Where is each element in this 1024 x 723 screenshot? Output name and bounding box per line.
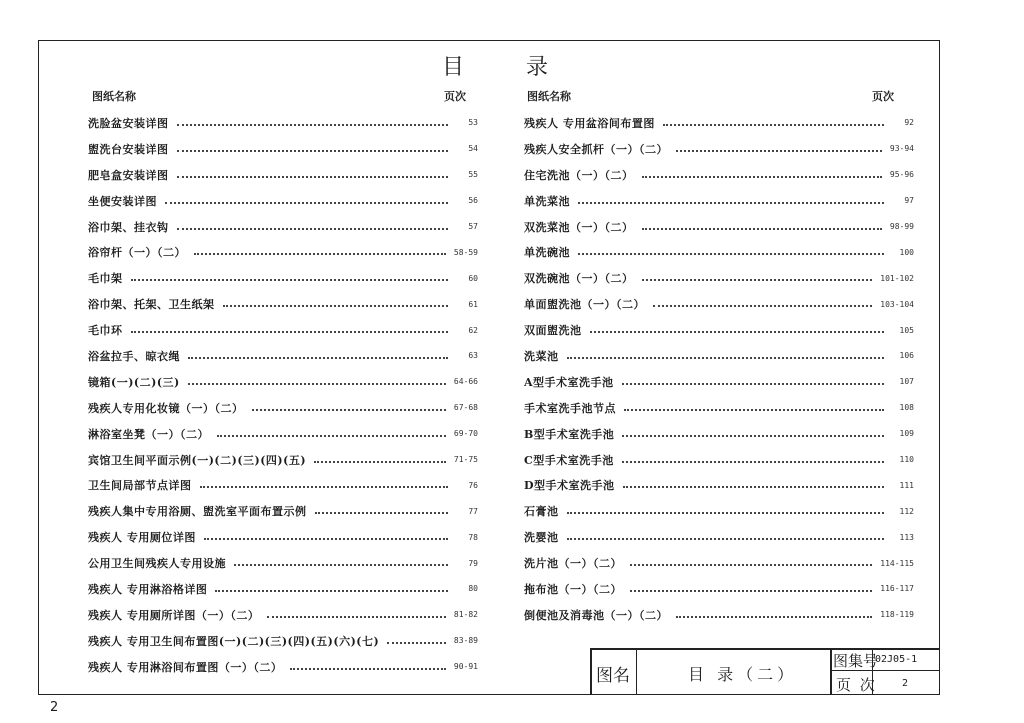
toc-item-name: 浴盆拉手、晾衣绳 — [88, 349, 180, 363]
toc-item-name: D型手术室洗手池 — [524, 479, 615, 493]
toc-row — [88, 550, 478, 576]
toc-item-page: 97 — [904, 196, 914, 206]
toc-row — [524, 550, 914, 576]
toc-item-name: 住宅洗池（一）（二） — [524, 168, 634, 182]
toc-item-page: 55 — [468, 170, 478, 180]
toc-row — [88, 447, 478, 473]
toc-item-name: 洗婴池 — [524, 531, 559, 545]
title-block-name-label: 图名 — [596, 666, 630, 686]
toc-item-name: B型手术室洗手池 — [524, 427, 615, 441]
toc-item-page: 56 — [468, 196, 478, 206]
leader-dots — [188, 357, 448, 359]
toc-row — [524, 498, 914, 524]
toc-row — [88, 188, 478, 214]
leader-dots — [252, 409, 446, 411]
title-block — [590, 648, 940, 695]
toc-item-name: 残疾人 专用淋浴格详图 — [88, 582, 208, 596]
toc-row — [524, 239, 914, 265]
toc-row — [88, 654, 478, 680]
leader-dots — [234, 564, 448, 566]
toc-item-name: 单面盥洗池（一）（二） — [524, 298, 645, 312]
toc-row — [524, 421, 914, 447]
toc-row — [88, 136, 478, 162]
toc-item-name: 残疾人 专用厕位详图 — [88, 531, 196, 545]
toc-item-name: 单洗碗池 — [524, 246, 570, 260]
toc-item-name: 单洗菜池 — [524, 194, 570, 208]
toc-item-name: 残疾人 专用淋浴间布置图（一）（二） — [88, 660, 283, 674]
left-header-name: 图纸名称 — [92, 90, 136, 103]
leader-dots — [630, 564, 872, 566]
toc-item-name: 卫生间局部节点详图 — [88, 479, 192, 493]
toc-row — [524, 188, 914, 214]
leader-dots — [200, 486, 449, 488]
toc-item-name: 洗脸盆安装详图 — [88, 116, 169, 130]
toc-row — [524, 472, 914, 498]
toc-item-page: 103-104 — [880, 299, 914, 309]
leader-dots — [578, 253, 884, 255]
leader-dots — [642, 279, 873, 281]
toc-item-name: 公用卫生间残疾人专用设施 — [88, 557, 226, 571]
toc-item-name: 毛巾架 — [88, 272, 123, 286]
leader-dots — [676, 150, 882, 152]
toc-row — [88, 369, 478, 395]
toc-item-page: 81-82 — [453, 610, 478, 620]
toc-item-name: 肥皂盒安装详图 — [88, 168, 169, 182]
toc-item-page: 63 — [468, 351, 478, 361]
toc-row — [88, 395, 478, 421]
leader-dots — [165, 202, 448, 204]
toc-row — [524, 265, 914, 291]
leader-dots — [314, 461, 446, 463]
leader-dots — [223, 305, 449, 307]
leader-dots — [622, 435, 884, 437]
leader-dots — [630, 590, 872, 592]
leader-dots — [194, 253, 446, 255]
toc-item-page: 93-94 — [889, 144, 914, 154]
toc-row — [88, 472, 478, 498]
leader-dots — [177, 150, 449, 152]
toc-row — [524, 395, 914, 421]
toc-row — [524, 291, 914, 317]
leader-dots — [622, 383, 884, 385]
leader-dots — [567, 538, 885, 540]
leader-dots — [204, 538, 448, 540]
leader-dots — [215, 590, 448, 592]
title-block-atlas-label: 图集号 — [833, 652, 879, 670]
toc-item-name: 残疾人 专用厕所详图（一）（二） — [88, 608, 260, 622]
title-block-page-value: 2 — [902, 678, 909, 689]
right-header-name: 图纸名称 — [527, 90, 571, 103]
toc-row — [88, 602, 478, 628]
leader-dots — [131, 279, 449, 281]
leader-dots — [642, 176, 882, 178]
left-toc-column — [88, 110, 478, 680]
leader-dots — [567, 512, 885, 514]
toc-row — [88, 498, 478, 524]
toc-item-page: 113 — [899, 532, 914, 542]
title-char-2: 录 — [526, 55, 551, 80]
toc-item-name: 宾馆卫生间平面示例(一)(二)(三)(四)(五) — [88, 453, 307, 467]
leader-dots — [642, 228, 882, 230]
toc-row — [524, 110, 914, 136]
toc-item-page: 105 — [899, 325, 914, 335]
toc-item-name: 残疾人专用化妆镜（一）（二） — [88, 401, 244, 415]
toc-item-name: 浴巾架、托架、卫生纸架 — [88, 298, 215, 312]
toc-item-page: 62 — [468, 325, 478, 335]
toc-item-page: 95-96 — [889, 170, 914, 180]
leader-dots — [188, 383, 446, 385]
leader-dots — [676, 616, 872, 618]
toc-item-name: 盥洗台安装详图 — [88, 142, 169, 156]
leader-dots — [290, 668, 446, 670]
toc-item-name: 倒便池及消毒池（一）（二） — [524, 608, 668, 622]
left-header-page: 页次 — [444, 90, 466, 103]
toc-item-page: 108 — [899, 403, 914, 413]
toc-row — [524, 214, 914, 240]
toc-row — [88, 162, 478, 188]
toc-item-page: 83-89 — [453, 636, 478, 646]
leader-dots — [624, 409, 884, 411]
toc-item-name: 洗片池（一）（二） — [524, 557, 622, 571]
toc-item-name: 坐便安装详图 — [88, 194, 157, 208]
toc-item-page: 106 — [899, 351, 914, 361]
toc-item-name: 双面盥洗池 — [524, 324, 582, 338]
title-char-1: 目 — [442, 55, 467, 80]
leader-dots — [622, 461, 884, 463]
toc-item-name: 拖布池（一）（二） — [524, 582, 622, 596]
toc-item-page: 101-102 — [880, 273, 914, 283]
toc-item-page: 80 — [468, 584, 478, 594]
toc-item-page: 77 — [468, 506, 478, 516]
toc-row — [524, 447, 914, 473]
toc-row — [524, 162, 914, 188]
leader-dots — [578, 202, 884, 204]
toc-item-page: 58-59 — [453, 247, 478, 257]
toc-item-name: 残疾人集中专用浴厕、盥洗室平面布置示例 — [88, 505, 307, 519]
toc-row — [524, 136, 914, 162]
toc-item-name: 石膏池 — [524, 505, 559, 519]
toc-item-name: C型手术室洗手池 — [524, 453, 614, 467]
toc-row — [524, 524, 914, 550]
toc-item-page: 54 — [468, 144, 478, 154]
toc-item-name: 双洗碗池（一）（二） — [524, 272, 634, 286]
right-toc-column — [524, 110, 914, 628]
toc-row — [88, 343, 478, 369]
toc-item-name: 淋浴室坐凳（一）（二） — [88, 427, 209, 441]
toc-row — [524, 369, 914, 395]
leader-dots — [177, 176, 449, 178]
toc-item-name: 残疾人安全抓杆（一）（二） — [524, 142, 668, 156]
leader-dots — [217, 435, 446, 437]
leader-dots — [590, 331, 885, 333]
toc-item-page: 57 — [468, 222, 478, 231]
toc-row — [524, 576, 914, 602]
toc-row — [524, 317, 914, 343]
toc-row — [88, 317, 478, 343]
toc-item-name: 手术室洗手池节点 — [524, 401, 616, 415]
leader-dots — [653, 305, 872, 307]
toc-item-page: 78 — [468, 532, 478, 542]
leader-dots — [567, 357, 885, 359]
toc-item-name: 浴巾架、挂衣钩 — [88, 220, 169, 234]
toc-item-page: 98-99 — [889, 222, 914, 231]
toc-item-page: 90-91 — [453, 662, 478, 672]
toc-item-page: 109 — [899, 429, 914, 439]
toc-row — [88, 291, 478, 317]
toc-row — [88, 265, 478, 291]
toc-item-name: 镜箱(一)(二)(三) — [88, 375, 180, 389]
toc-item-page: 112 — [899, 506, 914, 516]
title-block-page-label: 页 次 — [836, 676, 877, 694]
leader-dots — [623, 486, 884, 488]
toc-row — [88, 239, 478, 265]
toc-item-page: 111 — [899, 480, 914, 490]
toc-item-page: 76 — [468, 480, 478, 490]
toc-item-page: 110 — [899, 455, 914, 465]
toc-item-page: 61 — [468, 299, 478, 309]
leader-dots — [663, 124, 884, 126]
toc-row — [88, 214, 478, 240]
toc-item-page: 100 — [899, 247, 914, 257]
toc-item-name: 残疾人 专用卫生间布置图(一)(二)(三)(四)(五)(六)(七) — [88, 634, 380, 648]
toc-item-page: 64-66 — [453, 377, 478, 387]
toc-item-name: 残疾人 专用盆浴间布置图 — [524, 116, 655, 130]
toc-item-name: 毛巾环 — [88, 324, 123, 338]
toc-item-page: 107 — [899, 377, 914, 387]
toc-row — [88, 524, 478, 550]
title-block-name-value: 目 录（二） — [688, 665, 798, 684]
leader-dots — [267, 616, 446, 618]
toc-row — [88, 110, 478, 136]
page-number: 2 — [50, 700, 59, 715]
leader-dots — [131, 331, 449, 333]
leader-dots — [177, 228, 449, 230]
toc-item-page: 69-70 — [453, 429, 478, 439]
toc-row — [524, 602, 914, 628]
toc-row — [88, 421, 478, 447]
toc-item-page: 79 — [468, 558, 478, 568]
toc-item-page: 60 — [468, 273, 478, 283]
toc-item-name: 洗菜池 — [524, 349, 559, 363]
toc-item-page: 118-119 — [880, 610, 914, 620]
toc-item-name: A型手术室洗手池 — [524, 375, 614, 389]
toc-row — [524, 343, 914, 369]
toc-item-page: 114-115 — [880, 558, 914, 568]
toc-row — [88, 576, 478, 602]
title-block-atlas-value: 02J05-1 — [875, 654, 918, 665]
leader-dots — [315, 512, 449, 514]
toc-item-page: 53 — [468, 118, 478, 128]
right-header-page: 页次 — [872, 90, 894, 103]
toc-item-name: 双洗菜池（一）（二） — [524, 220, 634, 234]
leader-dots — [177, 124, 449, 126]
toc-row — [88, 628, 478, 654]
toc-item-page: 92 — [904, 118, 914, 128]
toc-item-name: 浴帘杆（一）（二） — [88, 246, 186, 260]
page-title — [0, 50, 1024, 80]
toc-item-page: 116-117 — [880, 584, 914, 594]
toc-item-page: 67-68 — [453, 403, 478, 413]
leader-dots — [387, 642, 446, 644]
toc-item-page: 71-75 — [453, 455, 478, 465]
